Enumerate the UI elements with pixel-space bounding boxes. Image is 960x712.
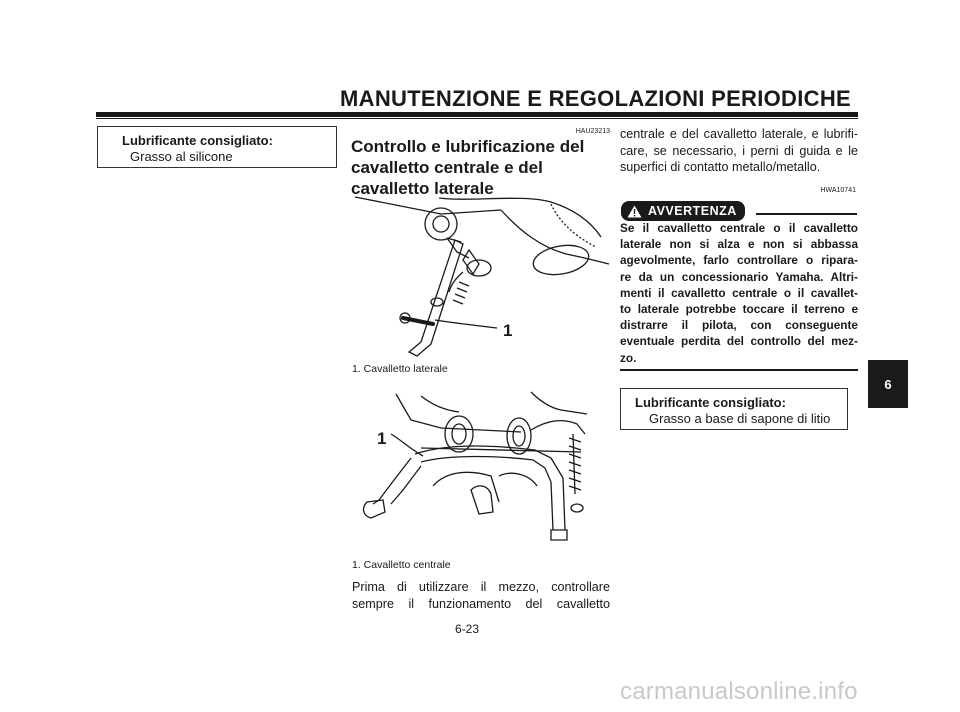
warning-line: Se il cavalletto centrale o il cavalletto <box>620 221 858 235</box>
lubricant-box-title: Lubrificante consigliato: <box>122 133 273 148</box>
figure1-caption: 1. Cavalletto laterale <box>352 363 448 375</box>
side-stand-illustration <box>351 192 611 362</box>
lubricant-box-left <box>97 126 337 168</box>
warning-line: zo. <box>620 350 637 365</box>
header-rule <box>96 112 858 117</box>
section-heading-line: cavalletto centrale e del <box>351 158 543 177</box>
body-text-line: sempre il funzionamento del cavalletto <box>352 596 610 611</box>
page-number: 6-23 <box>455 622 480 636</box>
section-ref-code: HAU23213 <box>575 128 610 135</box>
body-text-line: Prima di utilizzare il mezzo, controllare <box>352 580 610 594</box>
lubricant-box-title: Lubrificante consigliato: <box>635 395 786 410</box>
warning-line: laterale non si alza e non si abbassa <box>620 237 858 252</box>
lubricant-box-value: Grasso a base di sapone di litio <box>649 411 831 426</box>
lubricant-box-right <box>620 388 848 430</box>
warning-line: to laterale potrebbe toccare il terreno e <box>620 302 858 317</box>
page-header-title: MANUTENZIONE E REGOLAZIONI PERIODICHE <box>340 86 852 111</box>
warning-rule-top <box>756 213 857 215</box>
lubricant-box-value: Grasso al silicone <box>130 149 233 164</box>
section-heading-line: cavalletto laterale <box>351 179 494 198</box>
warning-triangle-icon <box>627 205 642 218</box>
body-text-line: care, se necessario, i perni di guida e le <box>620 143 858 158</box>
section-heading-line: Controllo e lubrificazione del <box>351 137 585 156</box>
warning-line: eventuale perdita del controllo del mez- <box>620 334 858 349</box>
section-heading <box>351 136 611 199</box>
warning-line: distrarre il pilota, con conseguente <box>620 318 858 333</box>
watermark-text: carmanualsonline.info <box>620 678 858 705</box>
warning-label: AVVERTENZA <box>648 204 737 218</box>
warning-rule-bottom <box>620 369 858 371</box>
side-stand-figure <box>351 192 611 362</box>
body-text-line: superfici di contatto metallo/metallo. <box>620 160 821 174</box>
figure2-caption: 1. Cavalletto centrale <box>352 559 451 571</box>
warning-badge <box>621 201 745 221</box>
body-text-line: centrale e del cavalletto laterale, e lubrifi- <box>620 127 858 141</box>
header-rule-thin <box>96 118 858 119</box>
center-stand-illustration <box>351 390 611 552</box>
warning-line: re da un concessionario Yamaha. Altri- <box>620 269 858 284</box>
warning-line: agevolmente, farlo controllare o ripara- <box>620 253 858 268</box>
chapter-tab: 6 <box>868 360 908 408</box>
figure1-callout-number: 1 <box>503 321 513 340</box>
middle-body-text <box>352 579 610 612</box>
warning-text <box>620 220 858 366</box>
warning-line: menti il cavalletto centrale o il cavallet- <box>620 285 858 300</box>
figure2-callout-number: 1 <box>377 429 387 448</box>
center-stand-figure <box>351 390 611 552</box>
warning-ref-code: HWA10741 <box>820 187 856 194</box>
right-body-text <box>620 126 858 176</box>
